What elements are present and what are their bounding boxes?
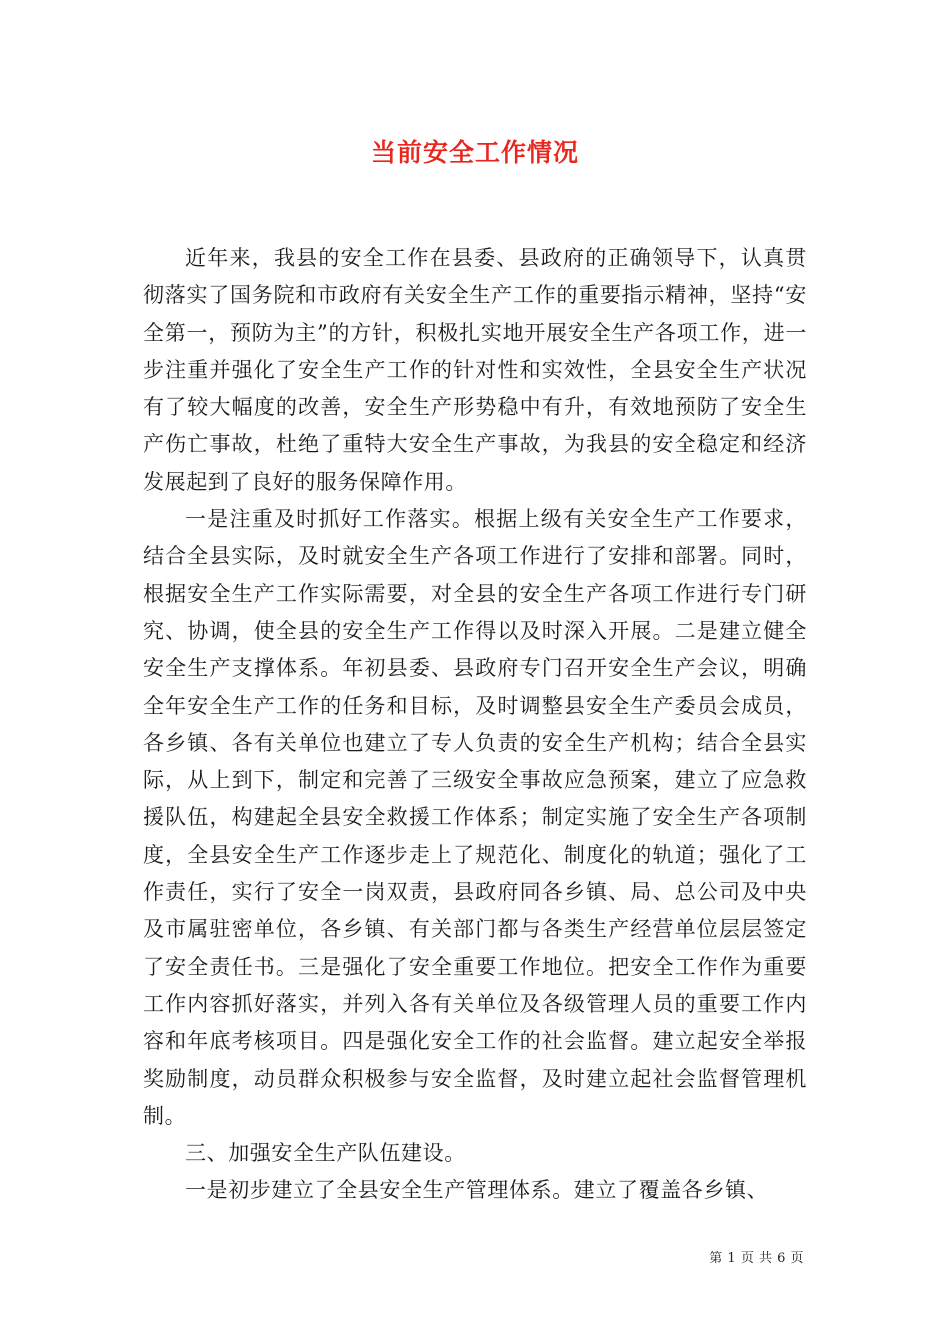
paragraph-intro: 近年来，我县的安全工作在县委、县政府的正确领导下，认真贯彻落实了国务院和市政府有关安全生产工作的重要指示精神，坚持“安全第一，预防为主”的方针，积极扎实地开展安全生产各项工作，进一步注重并强化了安全生产工作的针对性和实效性，全县安全生产状况有了较大幅度的改善，安全生产形势稳中有升，有效地预防了安全生产伤亡事故，杜绝了重特大安全生产事故，为我县的安全稳定和经济发展起到了良好的服务保障作用。	[143, 246, 807, 494]
paragraph-measures: 一是注重及时抓好工作落实。根据上级有关安全生产工作要求，结合全县实际，及时就安全生产各项工作进行了安排和部署。同时，根据安全生产工作实际需要，对全县的安全生产各项工作进行专门研究、协调，使全县的安全生产工作得以及时深入开展。二是建立健全安全生产支撑体系。年初县委、县政府专门召开安全生产会议，明确全年安全生产工作的任务和目标，及时调整县安全生产委员会成员，各乡镇、各有关单位也建立了专人负责的安全生产机构；结合全县实际，从上到下，制定和完善了三级安全事故应急预案，建立了应急救援队伍，构建起全县安全救援工作体系；制定实施了安全生产各项制度，全县安全生产工作逐步走上了规范化、制度化的轨道；强化了工作责任，实行了安全一岗双责，县政府同各乡镇、局、总公司及中央及市属驻密单位，各乡镇、有关部门都与各类生产经营单位层层签定了安全责任书。三是强化了安全重要工作地位。把安全工作作为重要工作内容抓好落实，并列入各有关单位及各级管理人员的重要工作内容和年底考核项目。四是强化安全工作的社会监督。建立起安全举报奖励制度，动员群众积极参与安全监督，及时建立起社会监督管理机制。	[143, 507, 807, 1128]
paragraph-team-building: 一是初步建立了全县安全生产管理体系。建立了覆盖各乡镇、	[185, 1178, 769, 1203]
document-body	[143, 240, 807, 1210]
paragraph-section-heading: 三、加强安全生产队伍建设。	[185, 1141, 466, 1166]
page-number-footer: 第 1 页 共 6 页	[709, 1251, 804, 1266]
document-title: 当前安全工作情况	[370, 138, 579, 167]
